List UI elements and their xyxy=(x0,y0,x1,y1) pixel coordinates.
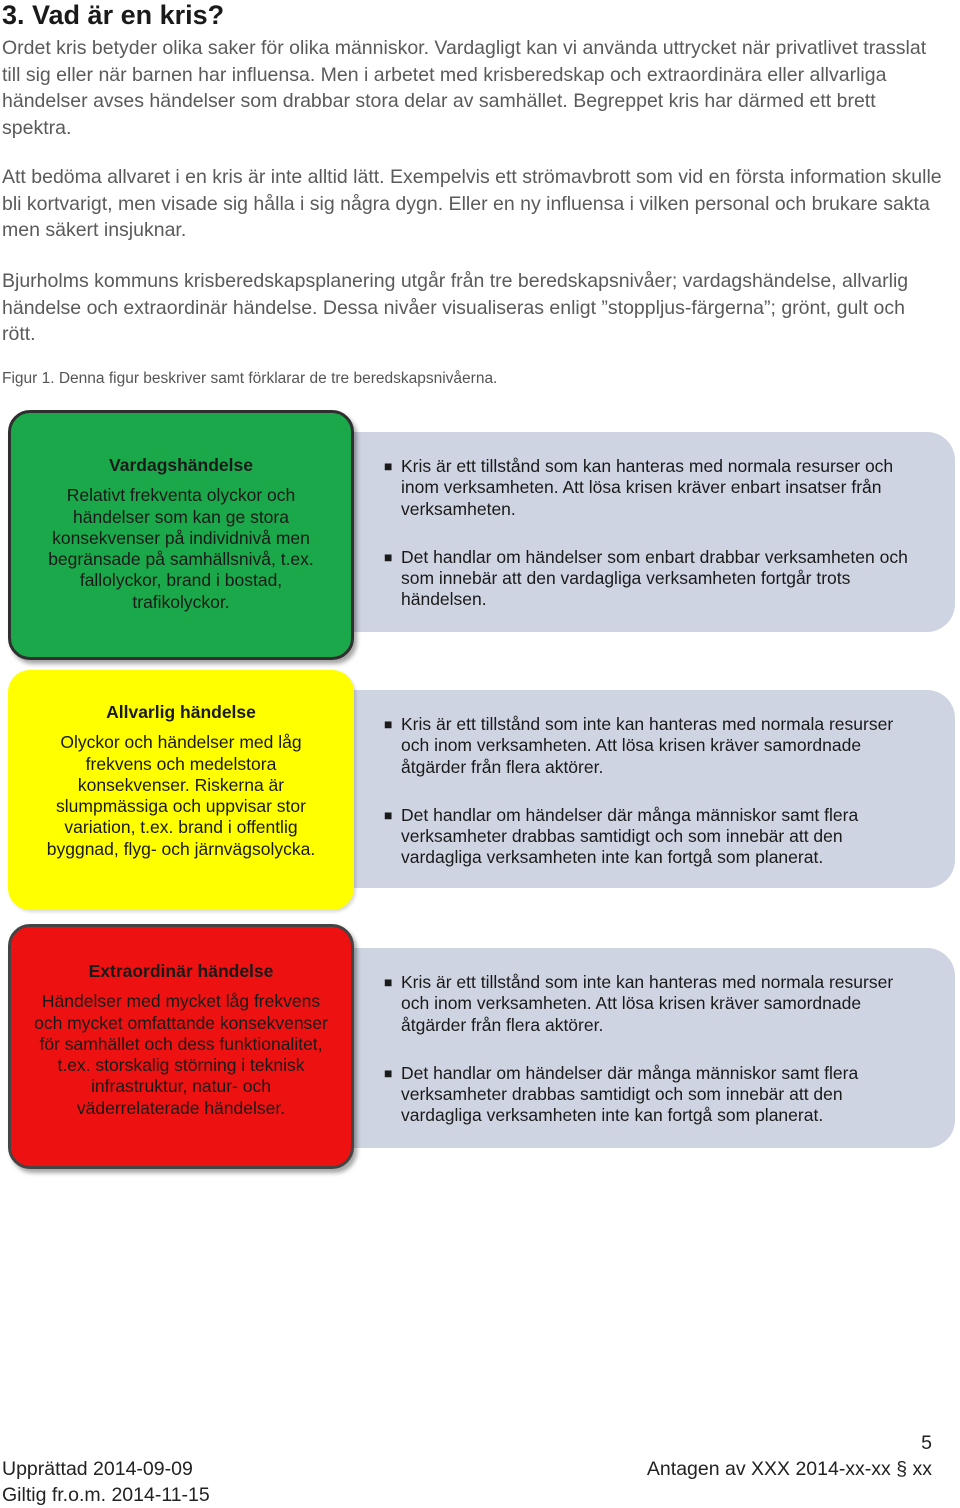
bullet-icon: ■ xyxy=(384,974,393,990)
level-box-red xyxy=(8,924,354,1169)
description-list xyxy=(384,456,912,638)
description-list xyxy=(384,714,912,896)
list-item: ■ Det handlar om händelser som enbart drabbar verksamheten och som innebär att den vardagliga verksamheten fortgår trots händelsen. xyxy=(384,546,908,610)
bullet-icon: ■ xyxy=(384,806,393,823)
list-item: ■ Kris är ett tillstånd som kan hanteras med normala resurser och inom verksamheten. Att lösa krisen kräver enbart insatser från verksamheten. xyxy=(384,456,894,519)
list-item: ■ Det handlar om händelser där många människor samt flera verksamheter drabbas samtidigt och som innebär att den vardagliga verksamheten inte kan fortgå som planerat. xyxy=(384,1062,859,1126)
bullet-icon: ■ xyxy=(384,548,393,565)
list-item: ■ Kris är ett tillstånd som inte kan hanteras med normala resurser och inom verksamheten. Att lösa krisen kräver samordnade åtgärder från flera aktörer. xyxy=(384,972,894,1035)
level-description: Olyckor och händelser med låg frekvens och medelstora konsekvenser. Riskerna är slumpmässiga och uppvisar stor variation, t.ex. brand i offentlig byggnad, flyg- och järnvägsolycka. xyxy=(46,732,316,859)
intro-paragraph: Ordet kris betyder olika saker för olika människor. Vardagligt kan vi använda uttrycket när privatlivet trasslat till sig eller när barnen har influensa. Men i arbetet med krisberedskap och extraordinära eller allvarliga händelser avses händelser som drabbar stora delar av samhället. Begreppet kris har därmed ett brett spektra. xyxy=(2,37,927,139)
levels-paragraph: Bjurholms kommuns krisberedskapsplanering utgår från tre beredskapsnivåer; vardagshändelse, allvarlig händelse och extraordinär händelse. Dessa nivåer visualiseras enligt ”stoppljus-färgerna”; grönt, gult och rött. xyxy=(2,270,909,345)
page-title: 3. Vad är en kris? xyxy=(2,0,225,30)
level-description: Händelser med mycket låg frekvens och mycket omfattande konsekvenser för samhället och dess funktionalitet, t.ex. storskalig störning i teknisk infrastruktur, natur- och väderrelaterade händelser. xyxy=(34,991,328,1118)
level-title: Allvarlig händelse xyxy=(106,702,256,722)
level-box-yellow xyxy=(8,670,354,910)
created-date: Upprättad 2014-09-09 xyxy=(2,1458,193,1480)
level-description: Relativt frekventa olyckor och händelser som kan ge stora konsekvenser på individnivå men begränsade på samhällsnivå, t.ex. fallolyckor, brand i bostad, trafikolyckor. xyxy=(48,485,314,612)
level-row-allvarlig-handelse xyxy=(0,668,960,913)
bullet-icon: ■ xyxy=(384,1064,393,1081)
list-item: ■ Kris är ett tillstånd som inte kan hanteras med normala resurser och inom verksamheten. Att lösa krisen kräver samordnade åtgärder från flera aktörer. xyxy=(384,714,894,777)
valid-from-date: Giltig fr.o.m. 2014-11-15 xyxy=(2,1484,210,1506)
level-row-vardagshandelse xyxy=(0,408,960,663)
list-item: ■ Det handlar om händelser där många människor samt flera verksamheter drabbas samtidigt och som innebär att den vardagliga verksamheten inte kan fortgå som planerat. xyxy=(384,804,859,868)
level-title: Vardagshändelse xyxy=(109,455,253,475)
figure-caption: Figur 1. Denna figur beskriver samt förklarar de tre beredskapsnivåerna. xyxy=(2,370,498,387)
bullet-icon: ■ xyxy=(384,716,393,732)
assessment-paragraph: Att bedöma allvaret i en kris är inte alltid lätt. Exempelvis ett strömavbrott som vid en första information skulle bli kortvarigt, men visade sig hålla i sig några dygn. Eller en ny influensa i vilken personal och brukare sakta men säkert insjuknar. xyxy=(2,166,942,241)
bullet-icon: ■ xyxy=(384,458,393,474)
description-panel xyxy=(300,432,955,632)
page-number: 5 xyxy=(921,1432,932,1454)
level-box-green xyxy=(8,410,354,660)
level-row-extraordinar-handelse xyxy=(0,922,960,1172)
description-list xyxy=(384,972,912,1154)
adopted-info: Antagen av XXX 2014-xx-xx § xx xyxy=(646,1458,932,1480)
description-panel xyxy=(300,948,955,1148)
description-panel xyxy=(300,690,955,888)
level-title: Extraordinär händelse xyxy=(88,961,274,981)
